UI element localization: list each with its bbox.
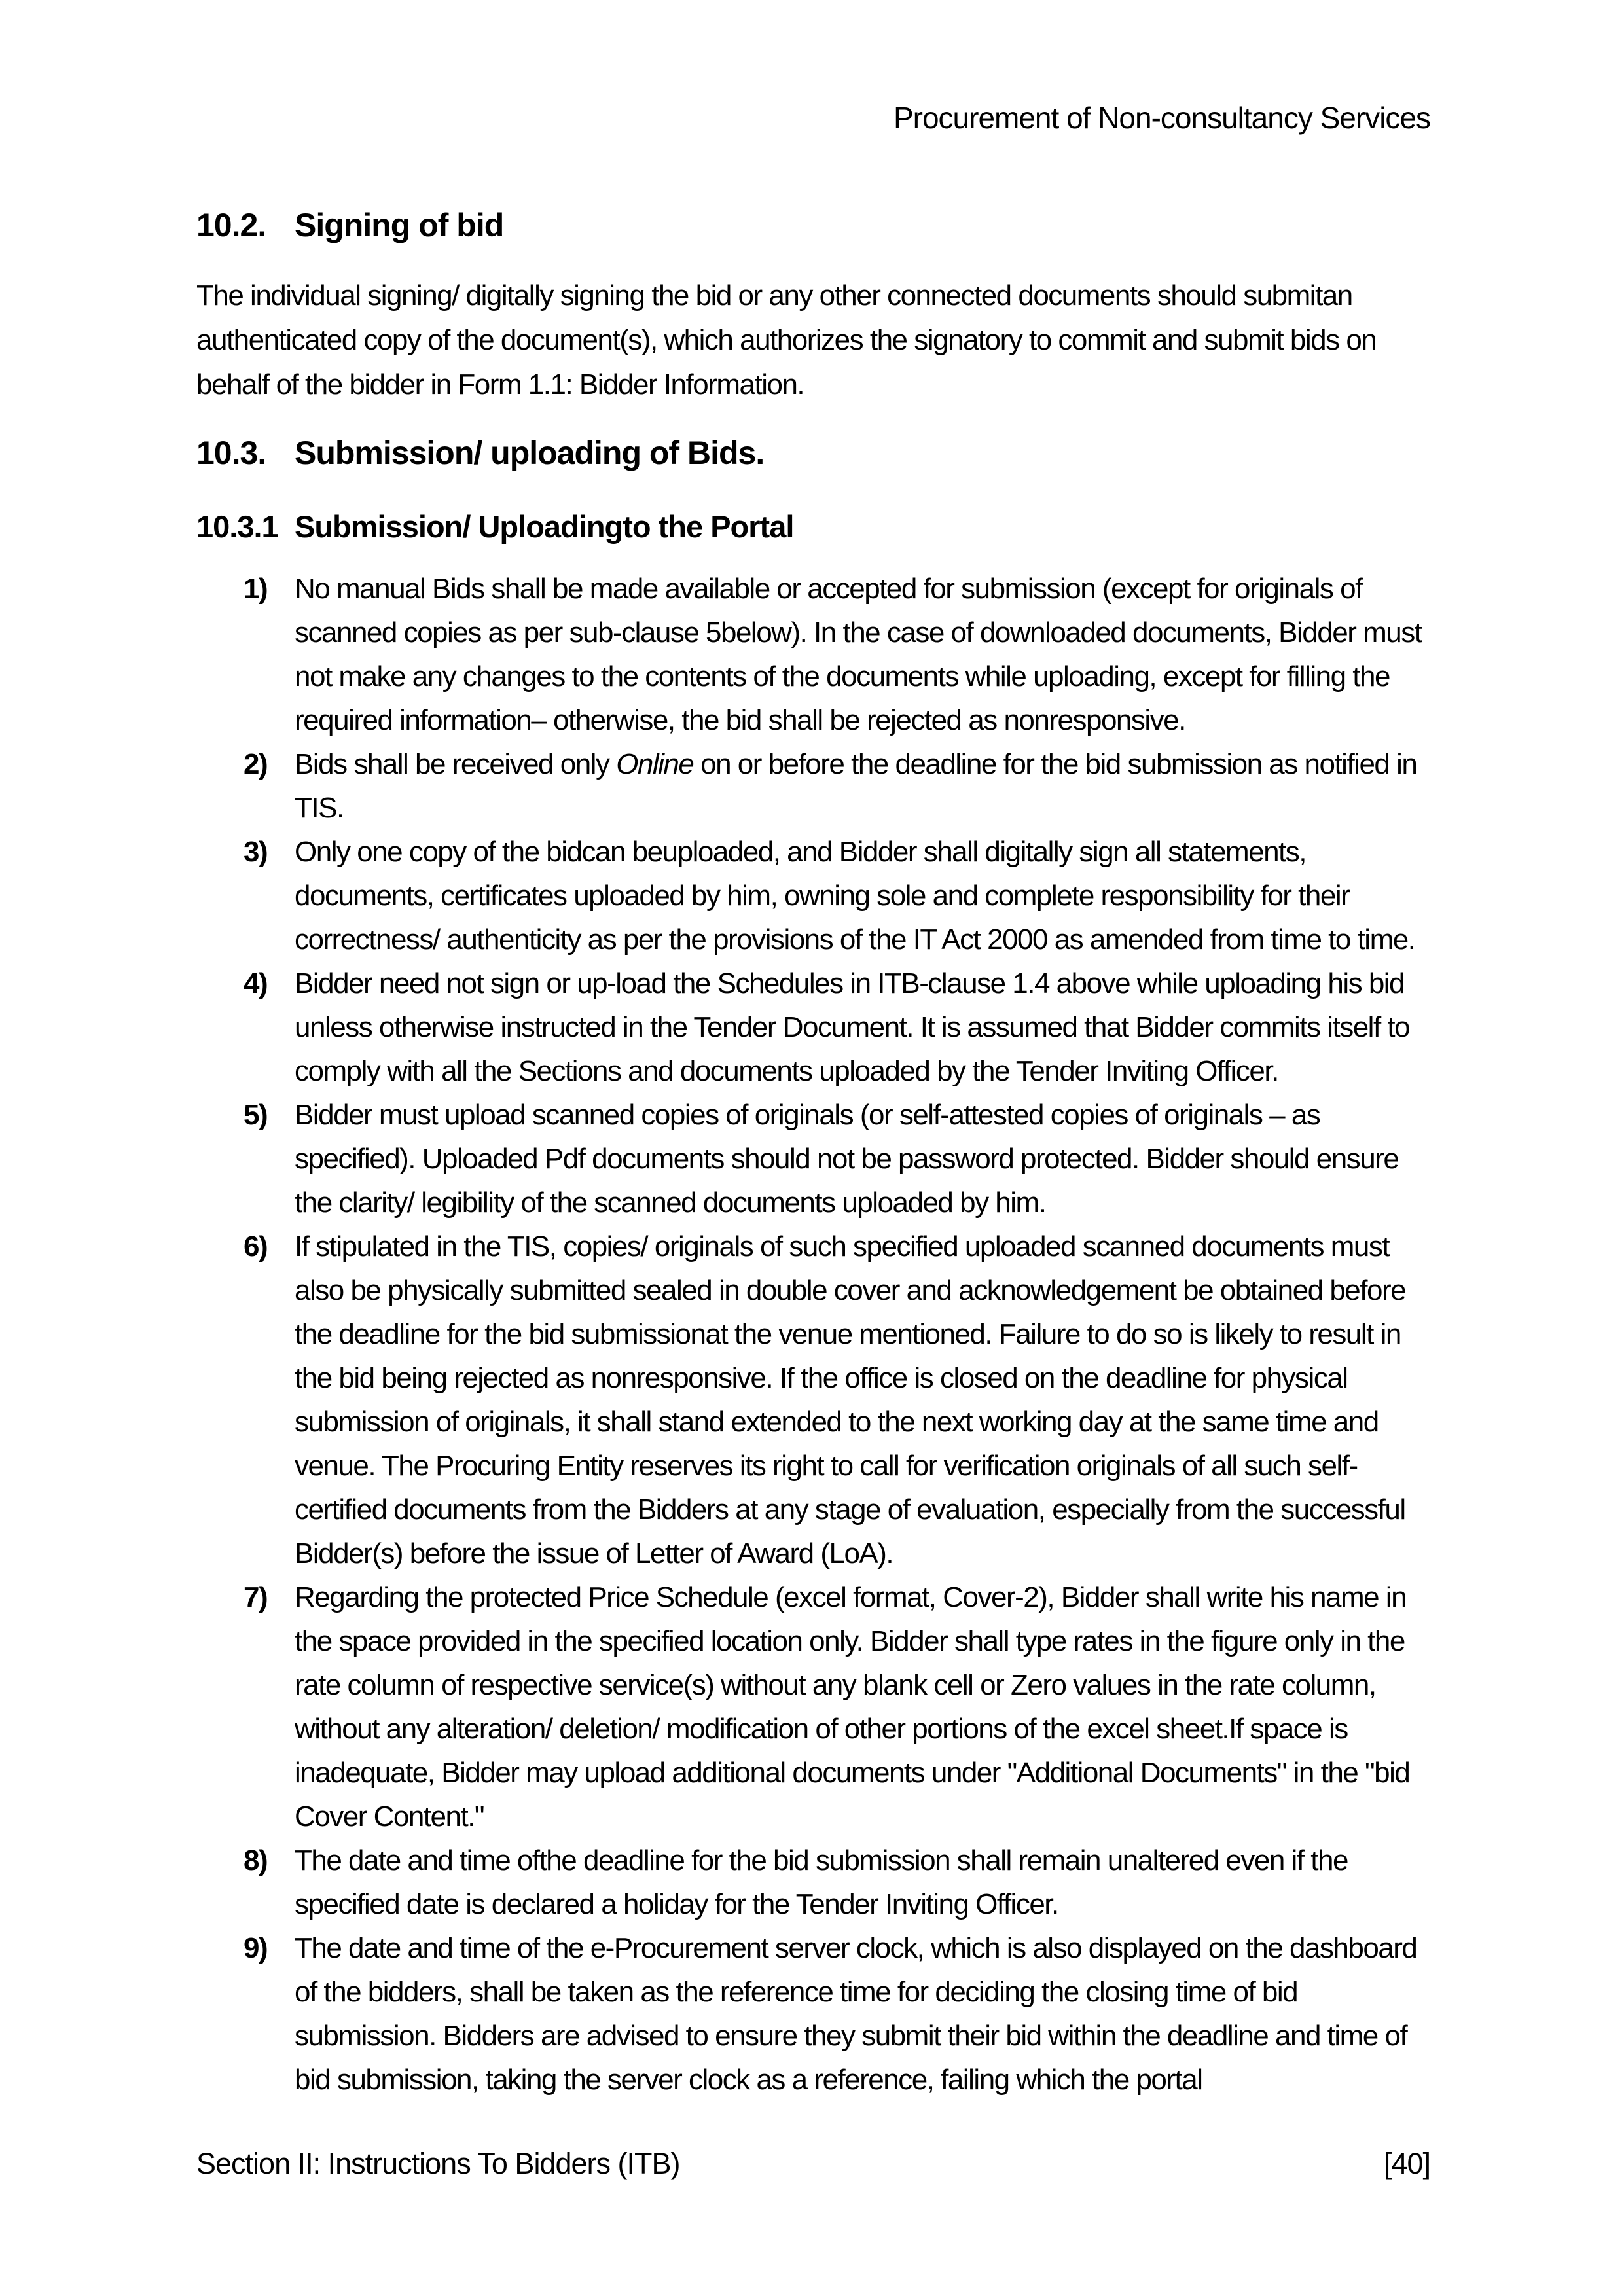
section-title: Submission/ Uploadingto the Portal: [295, 509, 794, 544]
section-title: Submission/ uploading of Bids.: [295, 435, 765, 471]
section-title: Signing of bid: [295, 207, 504, 243]
list-item: [196, 567, 1430, 742]
list-item-text: Only one copy of the bidcan beuploaded, and Bidder shall digitally sign all statements, documents, certificates uploaded by him, owning sole and complete responsibility for their correctness/ authenticity as per the provisions of the IT Act 2000 as amended from time to time.: [295, 836, 1415, 956]
header-title: Procurement of Non-consultancy Services: [893, 101, 1430, 135]
list-item-text: The date and time of the e-Procurement server clock, which is also displayed on the dashboard of the bidders, shall be taken as the reference time for deciding the closing time of bid submission. Bidders are advised to ensure they submit their bid within the deadline and time of bid submission, taking the server clock as a reference, failing which the portal: [295, 1932, 1417, 2096]
section-number: 10.3.1: [196, 509, 278, 544]
list-item: [196, 1575, 1430, 1839]
list-item-number: 9): [244, 1932, 268, 1964]
section-heading-10-3: [196, 433, 1430, 473]
paragraph-signing-of-bid: The individual signing/ digitally signing the bid or any other connected documents should submitan authenticated copy of the document(s), which authorizes the signatory to commit and submit bids on behalf of the bidder in Form 1.1: Bidder Information.: [196, 279, 1377, 401]
section-heading-10-2: [196, 206, 1430, 245]
section-number: 10.2.: [196, 207, 266, 243]
list-item-number: 7): [244, 1581, 268, 1613]
section-number: 10.3.: [196, 435, 266, 471]
list-item-text: Regarding the protected Price Schedule (excel format, Cover-2), Bidder shall write his name in the space provided in the specified location only. Bidder shall type rates in the figure only in the rate column of respective service(s) without any blank cell or Zero values in the rate column, without any alteration/ deletion/ modification of other portions of the excel sheet.If space is inadequate, Bidder may upload additional documents under "Additional Documents" in the "bid Cover Content.": [295, 1581, 1410, 1833]
list-item: [196, 1839, 1430, 1926]
list-item-text: No manual Bids shall be made available or accepted for submission (except for originals of scanned copies as per sub-clause 5below). In the case of downloaded documents, Bidder must not make any changes to the contents of the documents while uploading, except for filling the required information– otherwise, the bid shall be rejected as nonresponsive.: [295, 573, 1422, 736]
list-item-number: 5): [244, 1099, 268, 1131]
list-item-number: 1): [244, 573, 268, 605]
ordered-list: [196, 567, 1430, 2102]
list-item-number: 4): [244, 967, 268, 999]
list-item-text: If stipulated in the TIS, copies/ originals of such specified uploaded scanned documents must also be physically submitted sealed in double cover and acknowledgement be obtained before the deadline for the bid submissionat the venue mentioned. Failure to do so is likely to result in the bid being rejected as nonresponsive. If the office is closed on the deadline for physical submission of originals, it shall stand extended to the next working day at the same time and venue. The Procuring Entity reserves its right to call for verification originals of all such self-certified documents from the Bidders at any stage of evaluation, especially from the successful Bidder(s) before the issue of Letter of Award (LoA).: [295, 1230, 1406, 1570]
list-item-text: Bids shall be received only Online on or before the deadline for the bid submission as notified in TIS.: [295, 748, 1417, 824]
list-item-number: 3): [244, 836, 268, 868]
list-item-number: 6): [244, 1230, 268, 1263]
list-item-number: 8): [244, 1844, 268, 1876]
list-item-text: Bidder need not sign or up-load the Schedules in ITB-clause 1.4 above while uploading his bid unless otherwise instructed in the Tender Document. It is assumed that Bidder commits itself to comply with all the Sections and documents uploaded by the Tender Inviting Officer.: [295, 967, 1410, 1087]
list-item-text: The date and time ofthe deadline for the bid submission shall remain unaltered even if the specified date is declared a holiday for the Tender Inviting Officer.: [295, 1844, 1348, 1920]
footer-page-number: [40]: [1383, 2147, 1430, 2180]
list-item: [196, 961, 1430, 1093]
list-item: [196, 742, 1430, 830]
page-header: [196, 99, 1430, 136]
list-item: [196, 830, 1430, 961]
list-item: [196, 1926, 1430, 2102]
list-item-text: Bidder must upload scanned copies of originals (or self-attested copies of originals – as specified). Uploaded Pdf documents should not be password protected. Bidder should ensure the clarity/ legibility of the scanned documents uploaded by him.: [295, 1099, 1399, 1219]
section-heading-10-3-1: [196, 508, 1430, 546]
list-item-number: 2): [244, 748, 268, 780]
page-footer: [196, 2145, 1430, 2182]
list-item: [196, 1093, 1430, 1225]
list-item: [196, 1225, 1430, 1575]
footer-section-label: Section II: Instructions To Bidders (ITB): [196, 2147, 680, 2180]
